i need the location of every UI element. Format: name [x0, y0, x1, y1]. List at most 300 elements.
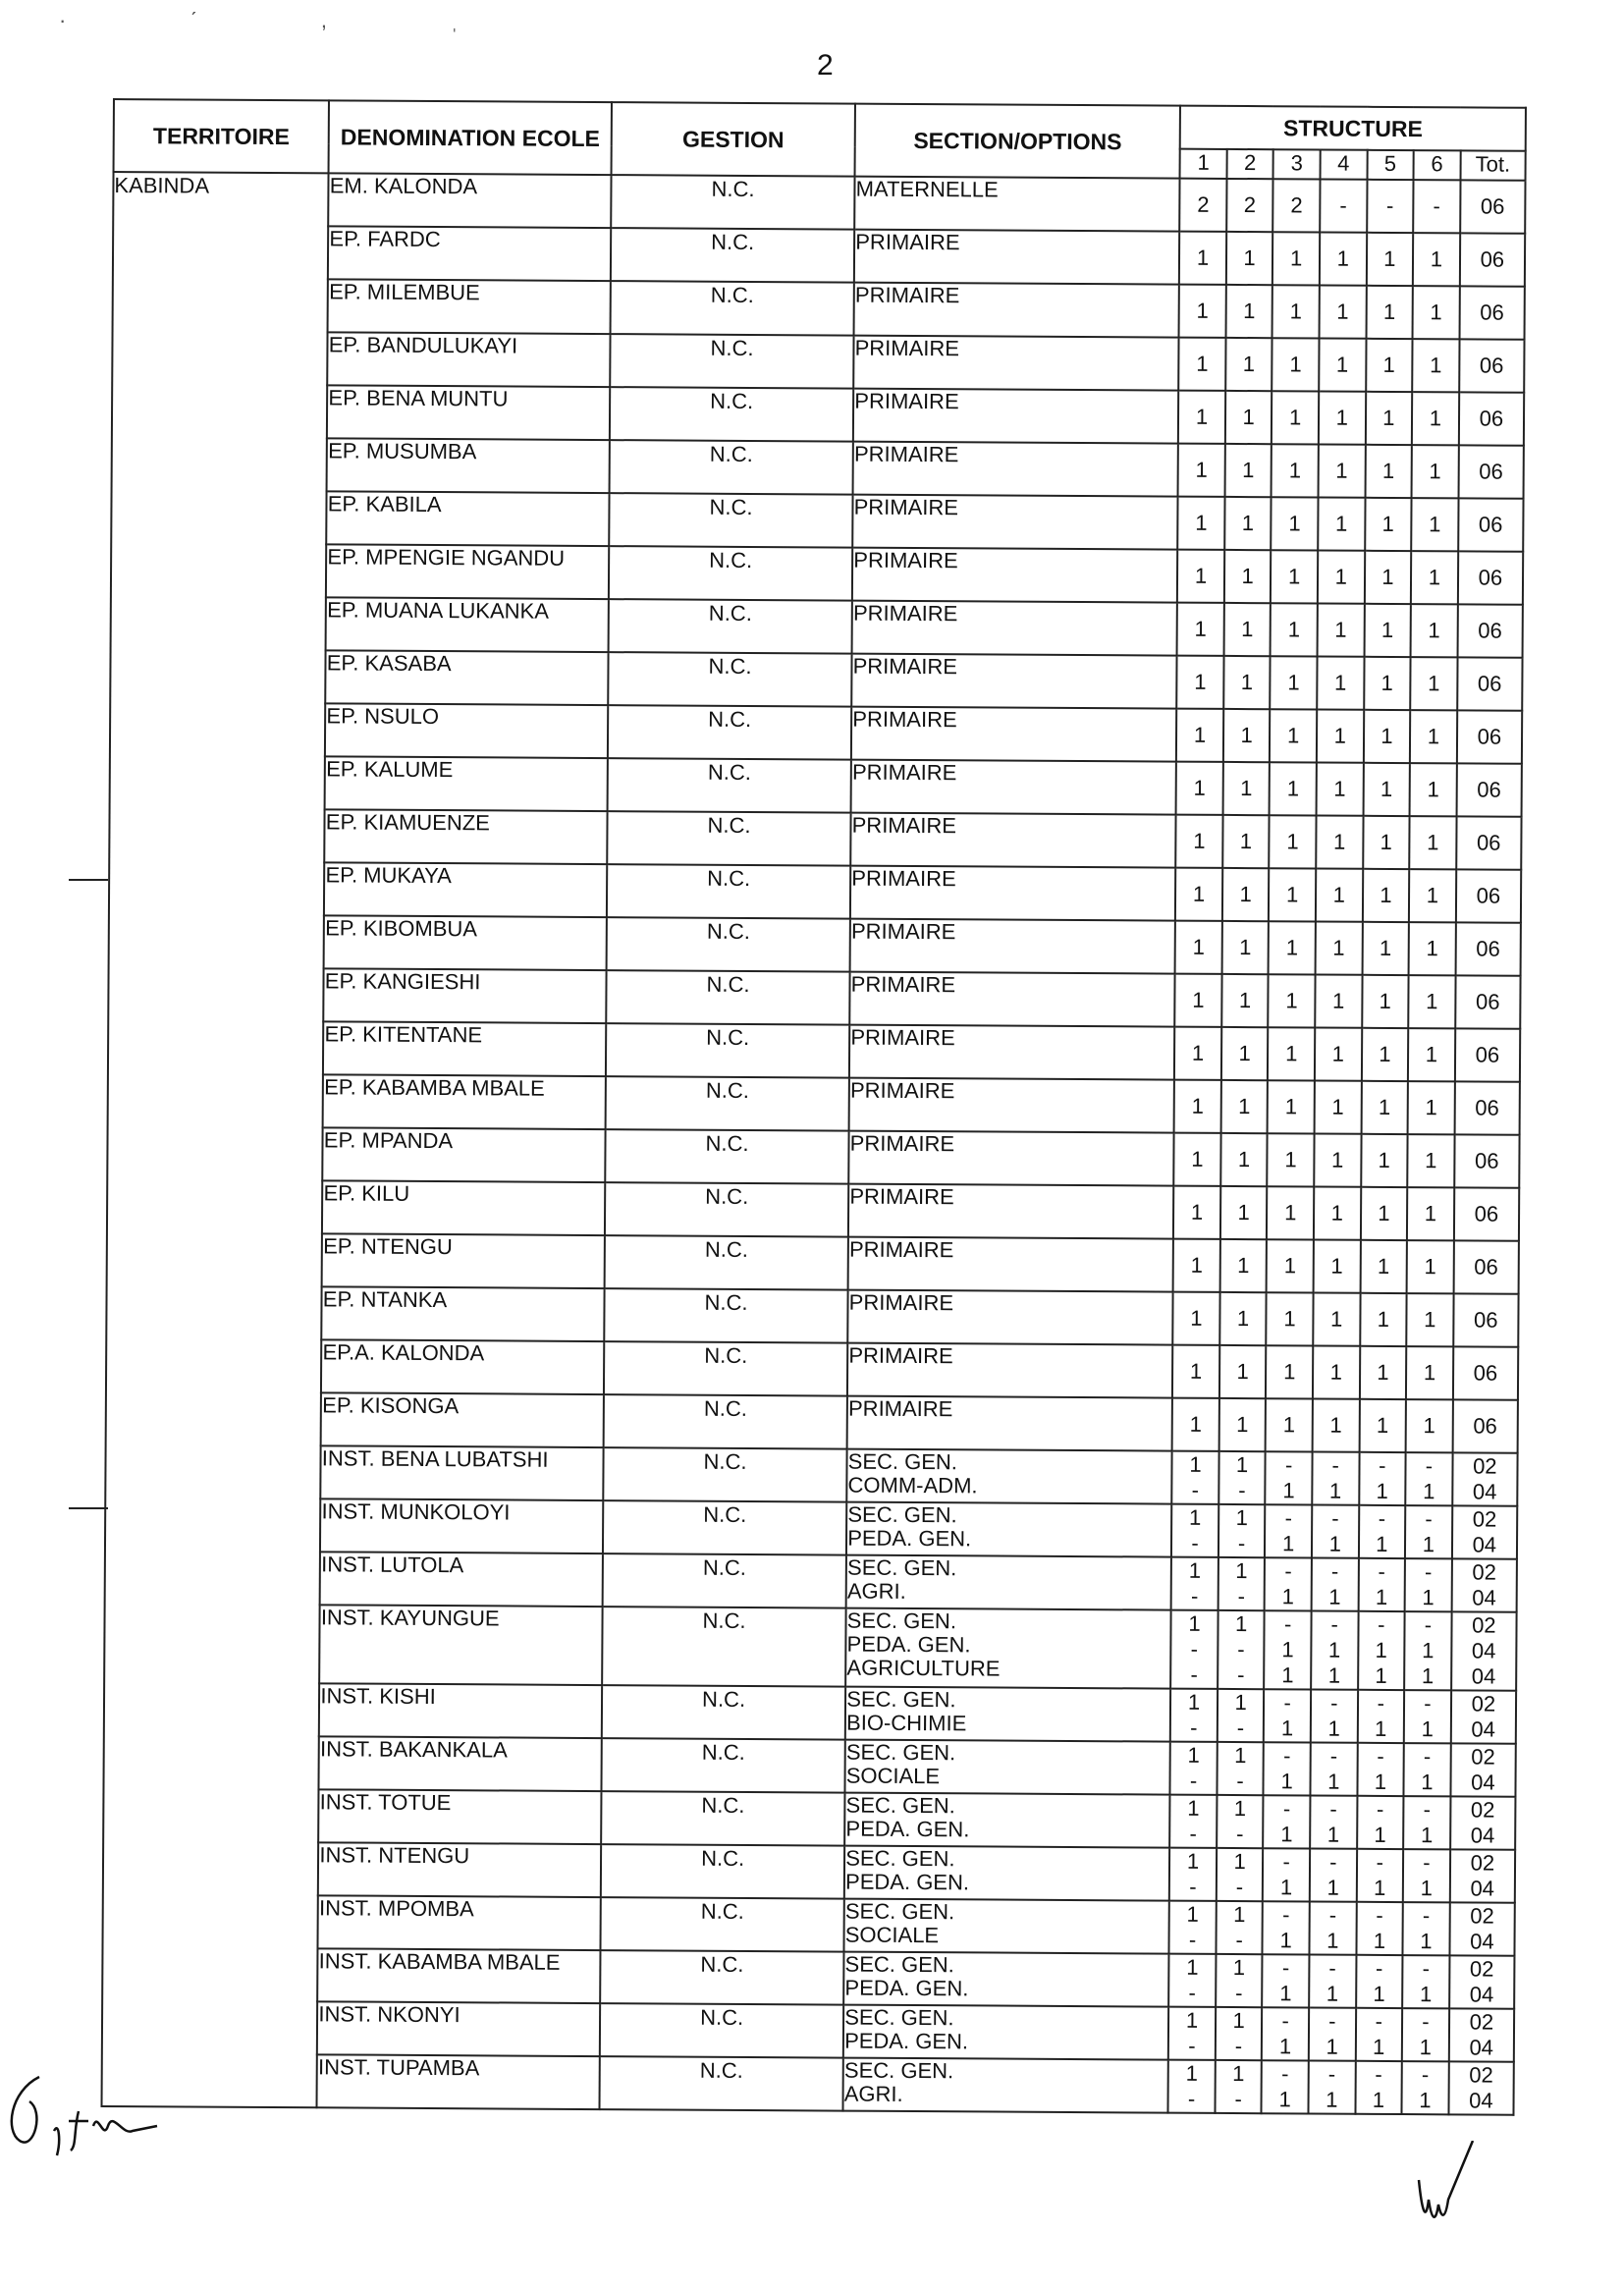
section-line: MATERNELLE	[855, 176, 999, 202]
gestion-cell: N.C.	[608, 599, 852, 654]
structure-value: 1	[1330, 1200, 1344, 1226]
structure-value: 1	[1281, 1584, 1295, 1609]
structure-value: 1	[1284, 1200, 1297, 1226]
school-name: EP. NTANKA	[322, 1286, 605, 1341]
total-cell	[1456, 763, 1522, 816]
structure-value: -	[1188, 1980, 1196, 2005]
structure-cell-2	[1216, 2007, 1263, 2060]
structure-cell-1	[1169, 1795, 1217, 1848]
structure-value: -	[1375, 2061, 1382, 2087]
section-line: PRIMAIRE	[851, 812, 957, 839]
structure-value: 1	[1187, 1689, 1201, 1715]
structure-cell-4	[1317, 763, 1364, 816]
structure-value: -	[1190, 1662, 1198, 1687]
total-value: 04	[1472, 1479, 1497, 1504]
gestion-cell: N.C.	[609, 546, 853, 601]
gestion-cell: N.C.	[608, 705, 852, 760]
section-line: BIO-CHIMIE	[846, 1710, 967, 1736]
total-cell	[1456, 869, 1522, 922]
section-line: AGRI.	[846, 1578, 906, 1604]
school-name: EP. BENA MUNTU	[327, 385, 610, 440]
structure-value: 1	[1422, 1585, 1435, 1610]
structure-value: 1	[1192, 934, 1205, 959]
structure-cell-4	[1313, 1292, 1360, 1345]
structure-value: -	[1188, 1927, 1197, 1952]
structure-cell-2	[1225, 338, 1272, 391]
structure-cell-5	[1364, 551, 1411, 604]
header-col-3: 3	[1273, 149, 1321, 179]
section-line: PEDA. GEN.	[846, 1631, 971, 1658]
section-line: PRIMAIRE	[853, 494, 959, 520]
structure-value: 1	[1374, 1769, 1387, 1794]
structure-cell-2	[1216, 1901, 1263, 1954]
structure-value: 1	[1234, 1690, 1247, 1716]
total-value: 06	[1477, 671, 1502, 696]
section-cell	[851, 707, 1176, 762]
structure-value: -	[1424, 1691, 1432, 1716]
structure-value: 1	[1421, 1770, 1434, 1795]
structure-value: -	[1190, 1636, 1199, 1662]
structure-cell-5	[1360, 1293, 1407, 1346]
structure-value: 1	[1196, 298, 1209, 323]
structure-cell-6	[1406, 1346, 1453, 1399]
structure-value: 1	[1424, 1201, 1437, 1226]
structure-value: 1	[1420, 1876, 1433, 1901]
total-cell	[1455, 1028, 1521, 1081]
header-col-2: 2	[1226, 149, 1273, 179]
section-cell	[849, 1025, 1174, 1080]
structure-value: 1	[1428, 618, 1440, 643]
gestion-cell: N.C.	[607, 811, 851, 866]
section-cell	[852, 548, 1177, 603]
structure-value: 1	[1284, 1147, 1297, 1172]
structure-cell-5	[1359, 1346, 1406, 1399]
gestion-cell: N.C.	[605, 1235, 849, 1290]
structure-value: -	[1237, 1662, 1245, 1688]
total-cell	[1450, 1743, 1516, 1796]
structure-value: 1	[1336, 299, 1349, 324]
structure-value: 1	[1236, 1412, 1249, 1438]
structure-value: 1	[1425, 1042, 1438, 1067]
structure-value: 1	[1240, 723, 1253, 748]
structure-value: 1	[1194, 563, 1208, 588]
section-line: PRIMAIRE	[854, 282, 960, 308]
structure-value: 1	[1234, 1611, 1248, 1637]
structure-cell-5	[1366, 233, 1413, 286]
structure-value: -	[1423, 1850, 1431, 1876]
section-line: SOCIALE	[845, 1763, 941, 1789]
structure-value: 1	[1239, 935, 1252, 960]
total-cell	[1449, 1955, 1515, 2008]
structure-value: 1	[1288, 458, 1302, 483]
school-name: INST. KISHI	[319, 1683, 602, 1738]
structure-value: 1	[1327, 1662, 1341, 1688]
school-name: EP. NSULO	[325, 703, 608, 758]
structure-value: 1	[1196, 245, 1210, 270]
total-cell	[1449, 1849, 1515, 1902]
structure-cell-4	[1315, 974, 1362, 1027]
total-value: 06	[1480, 300, 1504, 325]
structure-cell-6	[1408, 1028, 1455, 1081]
structure-value: 1	[1287, 723, 1300, 748]
structure-cell-3	[1268, 1133, 1315, 1186]
total-value: 02	[1470, 1850, 1495, 1876]
section-line: PEDA. GEN.	[847, 1525, 972, 1552]
structure-cell-5	[1356, 1902, 1403, 1955]
header-denomination: DENOMINATION ECOLE	[329, 100, 612, 175]
structure-value: 1	[1374, 1716, 1387, 1741]
structure-value: -	[1236, 1822, 1244, 1847]
structure-cell-5	[1364, 604, 1411, 657]
gestion-cell: N.C.	[603, 1500, 847, 1555]
section-line: PEDA. GEN.	[844, 2028, 969, 2054]
page-number: 2	[817, 49, 834, 82]
structure-cell-4	[1316, 815, 1363, 868]
total-value: 06	[1477, 777, 1501, 802]
total-value: 06	[1479, 353, 1504, 378]
structure-value: -	[1237, 1637, 1245, 1662]
structure-cell-1	[1176, 709, 1223, 762]
structure-value: 1	[1193, 722, 1207, 747]
structure-cell-6	[1405, 1452, 1452, 1505]
structure-cell-5	[1365, 498, 1412, 551]
structure-value: 1	[1186, 1901, 1199, 1927]
header-col-4: 4	[1320, 150, 1367, 180]
structure-cell-6	[1409, 869, 1456, 922]
structure-cell-6	[1402, 2061, 1449, 2114]
section-cell	[851, 760, 1176, 815]
structure-value: -	[1328, 2008, 1336, 2034]
school-table	[101, 98, 1527, 2116]
structure-cell-1	[1179, 285, 1226, 338]
structure-value: -	[1284, 1505, 1293, 1531]
gestion-cell: N.C.	[608, 652, 852, 707]
structure-cell-5	[1365, 392, 1412, 445]
section-line: SEC. GEN.	[843, 2057, 954, 2084]
structure-cell-4	[1317, 657, 1364, 710]
gestion-cell: N.C.	[604, 1394, 848, 1449]
header-col-5: 5	[1367, 150, 1414, 180]
structure-value: 1	[1334, 617, 1347, 642]
structure-value: -	[1425, 1559, 1433, 1585]
structure-cell-6	[1409, 922, 1456, 975]
structure-cell-3	[1266, 1451, 1313, 1504]
structure-cell-3	[1265, 1504, 1312, 1557]
school-name: INST. BENA LUBATSHI	[321, 1445, 604, 1500]
total-value: 06	[1475, 1042, 1500, 1067]
structure-value: -	[1188, 2033, 1196, 2058]
structure-value: 1	[1235, 1505, 1248, 1531]
section-cell	[843, 2058, 1168, 2113]
structure-cell-6	[1403, 1849, 1450, 1902]
structure-value: 1	[1189, 1358, 1203, 1384]
structure-value: -	[1235, 1875, 1244, 1900]
structure-value: 1	[1375, 1662, 1387, 1688]
total-value: 02	[1472, 1506, 1497, 1532]
school-name: EP. KABILA	[327, 491, 610, 546]
structure-value: 1	[1379, 935, 1392, 960]
structure-value: -	[1379, 1452, 1386, 1478]
structure-cell-1	[1173, 1186, 1220, 1239]
structure-cell-1	[1172, 1292, 1219, 1345]
section-cell	[850, 866, 1175, 921]
structure-value: 1	[1241, 511, 1255, 536]
structure-value: 1	[1234, 1743, 1247, 1769]
structure-value: 1	[1238, 1041, 1251, 1066]
gestion-cell: N.C.	[600, 2003, 844, 2058]
structure-value: 1	[1331, 1094, 1344, 1119]
structure-value: 1	[1375, 1637, 1387, 1662]
structure-value: 1	[1194, 616, 1207, 641]
total-value: 04	[1470, 1823, 1495, 1848]
school-name: INST. MUNKOLOYI	[320, 1498, 603, 1553]
structure-value: 1	[1194, 669, 1207, 694]
gestion-cell: N.C.	[600, 1897, 844, 1952]
table-wrap	[101, 98, 1527, 2116]
structure-value: -	[1189, 1874, 1197, 1899]
structure-cell-5	[1357, 1690, 1404, 1743]
structure-value: -	[1423, 1744, 1432, 1770]
total-value: 04	[1471, 1663, 1496, 1689]
structure-cell-1	[1174, 1027, 1221, 1080]
structure-value: 1	[1426, 936, 1438, 961]
section-line: PRIMAIRE	[849, 1183, 954, 1210]
gestion-cell: N.C.	[606, 917, 850, 972]
total-cell	[1454, 1134, 1520, 1187]
structure-value: 1	[1382, 299, 1396, 324]
section-cell	[844, 1846, 1169, 1901]
structure-cell-5	[1365, 445, 1412, 498]
structure-value: 1	[1326, 1875, 1339, 1900]
structure-value: 1	[1330, 1147, 1344, 1172]
structure-value: 1	[1191, 1093, 1204, 1118]
section-cell	[852, 495, 1177, 550]
structure-value: 1	[1283, 1306, 1296, 1332]
structure-value: 1	[1334, 511, 1348, 536]
header-territoire: TERRITOIRE	[114, 99, 330, 173]
structure-value: -	[1189, 1821, 1197, 1846]
section-line: PEDA. GEN.	[844, 1975, 969, 2001]
structure-value: -	[1339, 192, 1347, 218]
structure-value: 1	[1278, 2087, 1291, 2112]
section-cell	[845, 1608, 1171, 1689]
structure-value: 1	[1289, 245, 1303, 271]
total-value: 02	[1472, 1559, 1497, 1585]
structure-value: 1	[1420, 1929, 1433, 1954]
header-col-6: 6	[1414, 150, 1461, 180]
total-value: 02	[1472, 1612, 1496, 1638]
structure-cell-2	[1218, 1398, 1266, 1451]
structure-cell-2	[1220, 1186, 1268, 1239]
structure-value: -	[1376, 1849, 1384, 1875]
structure-value: -	[1433, 193, 1440, 219]
total-value: 06	[1474, 1201, 1499, 1226]
structure-value: 1	[1185, 2060, 1198, 2086]
structure-value: -	[1422, 2009, 1430, 2035]
structure-cell-4	[1311, 1689, 1358, 1742]
structure-value: 1	[1285, 988, 1298, 1013]
structure-cell-4	[1312, 1504, 1359, 1557]
gestion-cell: N.C.	[611, 228, 855, 283]
structure-value: 1	[1281, 1662, 1294, 1688]
gestion-cell: N.C.	[601, 1738, 845, 1793]
structure-value: 1	[1233, 1902, 1246, 1928]
structure-value: 1	[1326, 1822, 1340, 1847]
structure-value: 1	[1331, 988, 1345, 1013]
structure-value: 1	[1185, 2007, 1199, 2033]
structure-value: 1	[1192, 881, 1206, 906]
structure-cell-6	[1402, 2008, 1449, 2061]
section-line: PRIMAIRE	[853, 441, 959, 467]
structure-value: -	[1234, 2034, 1243, 2059]
structure-value: 1	[1285, 935, 1299, 960]
structure-value: 1	[1429, 459, 1441, 484]
structure-cell-2	[1226, 179, 1273, 232]
structure-cell-3	[1273, 179, 1321, 232]
structure-cell-2	[1222, 815, 1270, 868]
structure-cell-5	[1359, 1452, 1406, 1505]
total-value: 06	[1475, 989, 1500, 1014]
structure-cell-6	[1403, 1796, 1450, 1849]
structure-value: 1	[1381, 564, 1394, 589]
structure-cell-4	[1316, 868, 1363, 921]
structure-value: 1	[1243, 245, 1256, 271]
total-value: 02	[1470, 1903, 1494, 1929]
school-name: INST. MPOMBA	[318, 1895, 601, 1950]
section-line: PEDA. GEN.	[845, 1869, 970, 1895]
structure-value: 1	[1280, 1716, 1294, 1741]
structure-value: -	[1190, 1715, 1198, 1740]
total-value: 06	[1476, 830, 1501, 855]
structure-cell-5	[1367, 180, 1414, 233]
structure-value: 2	[1197, 191, 1210, 217]
structure-cell-6	[1411, 604, 1458, 657]
structure-value: 1	[1330, 1253, 1343, 1279]
total-value: 04	[1469, 1982, 1494, 2007]
structure-value: 1	[1326, 1981, 1339, 2006]
gestion-cell: N.C.	[610, 334, 854, 389]
total-value: 06	[1478, 618, 1502, 643]
structure-cell-5	[1360, 1240, 1407, 1293]
structure-value: 1	[1426, 989, 1438, 1014]
structure-cell-6	[1409, 816, 1456, 869]
total-value: 06	[1478, 512, 1503, 537]
structure-value: 1	[1186, 1954, 1199, 1980]
handwritten-initials-icon	[1414, 2141, 1492, 2229]
structure-value: -	[1425, 1453, 1434, 1479]
structure-cell-6	[1411, 551, 1458, 604]
section-line: SEC. GEN.	[844, 2004, 954, 2031]
structure-cell-5	[1362, 975, 1409, 1028]
section-cell	[848, 1184, 1173, 1239]
gestion-cell: N.C.	[607, 864, 851, 919]
structure-value: 1	[1190, 1199, 1204, 1225]
structure-value: -	[1378, 1611, 1385, 1637]
structure-cell-4	[1319, 392, 1366, 445]
structure-cell-2	[1219, 1345, 1267, 1398]
structure-cell-2	[1221, 921, 1269, 974]
structure-value: 1	[1190, 1305, 1203, 1331]
section-cell	[854, 230, 1179, 285]
total-cell	[1453, 1293, 1519, 1346]
structure-value: -	[1237, 1531, 1246, 1556]
section-cell	[846, 1449, 1171, 1504]
structure-value: 1	[1282, 1412, 1296, 1438]
structure-value: 1	[1284, 1094, 1298, 1119]
section-line: PRIMAIRE	[852, 600, 958, 626]
total-value: 02	[1471, 1744, 1495, 1770]
section-cell	[851, 654, 1176, 709]
section-line: SEC. GEN.	[846, 1607, 957, 1634]
gestion-cell: N.C.	[601, 1844, 845, 1899]
total-value: 06	[1473, 1360, 1498, 1386]
structure-value: 1	[1420, 1823, 1434, 1848]
structure-value: -	[1331, 1505, 1339, 1531]
section-line: AGRI.	[843, 2081, 903, 2106]
scan-marks: · ˊ , ˌ	[59, 8, 517, 32]
structure-value: -	[1236, 1769, 1244, 1794]
structure-cell-4	[1313, 1398, 1360, 1451]
structure-cell-1	[1168, 2007, 1216, 2060]
school-name: INST. BAKANKALA	[319, 1736, 602, 1791]
structure-cell-4	[1320, 180, 1367, 233]
structure-value: 1	[1195, 510, 1208, 535]
school-name: INST. NKONYI	[317, 2001, 600, 2056]
structure-cell-2	[1221, 1027, 1269, 1080]
structure-value: 1	[1240, 776, 1253, 801]
structure-value: 1	[1374, 1875, 1386, 1900]
total-cell	[1450, 1796, 1516, 1849]
structure-value: 1	[1283, 1253, 1297, 1279]
structure-value: -	[1238, 1478, 1246, 1503]
structure-value: 1	[1235, 1558, 1248, 1584]
structure-cell-3	[1272, 444, 1319, 497]
structure-cell-4	[1318, 551, 1365, 604]
structure-value: -	[1378, 1505, 1386, 1531]
header-gestion: GESTION	[611, 102, 855, 177]
gestion-cell: N.C.	[610, 387, 854, 442]
structure-value: 1	[1372, 2087, 1385, 2112]
total-value: 06	[1474, 1254, 1498, 1280]
structure-value: 1	[1379, 988, 1391, 1013]
gestion-cell: N.C.	[602, 1685, 846, 1740]
structure-cell-5	[1366, 286, 1413, 339]
total-cell	[1459, 392, 1525, 445]
structure-value: -	[1385, 192, 1394, 218]
section-line: PRIMAIRE	[852, 653, 958, 680]
structure-value: 1	[1286, 829, 1299, 854]
section-cell	[847, 1290, 1172, 1345]
handwritten-signature-icon	[0, 2072, 167, 2160]
structure-cell-5	[1359, 1399, 1406, 1452]
structure-value: 1	[1287, 670, 1300, 695]
structure-value: 1	[1289, 299, 1303, 324]
structure-value: 1	[1329, 1359, 1343, 1385]
total-cell	[1450, 1690, 1516, 1743]
section-line: PRIMAIRE	[854, 335, 960, 361]
section-cell	[844, 1793, 1169, 1848]
structure-value: 1	[1287, 617, 1301, 642]
gestion-cell: N.C.	[604, 1288, 848, 1343]
structure-cell-3	[1264, 1689, 1311, 1742]
total-value: 04	[1472, 1532, 1497, 1557]
structure-value: 1	[1380, 617, 1394, 642]
structure-value: 1	[1278, 2034, 1292, 2059]
structure-value: 1	[1335, 405, 1348, 430]
structure-cell-1	[1171, 1557, 1218, 1610]
section-cell	[853, 336, 1178, 391]
structure-value: 1	[1192, 987, 1205, 1012]
